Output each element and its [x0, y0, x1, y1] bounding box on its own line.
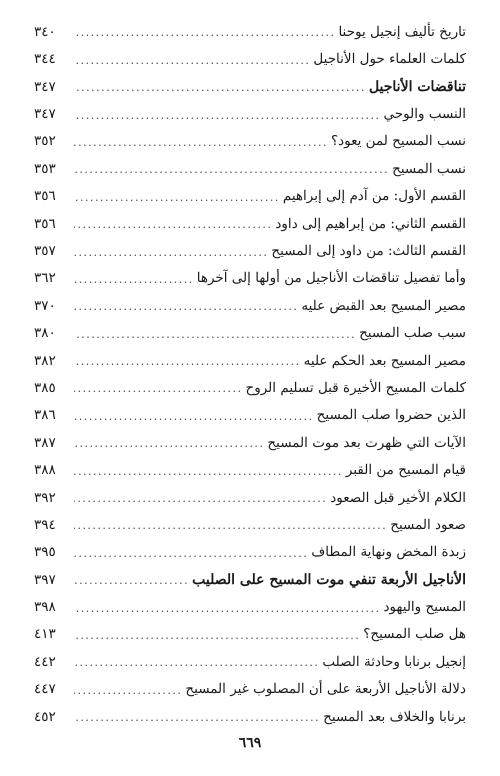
- toc-entry-page: ٣٨٢: [34, 352, 56, 369]
- toc-entry-title: هل صلب المسيح؟: [363, 626, 466, 643]
- toc-entry-title: كلمات المسيح الأخيرة قبل تسليم الروح: [245, 379, 466, 396]
- dot-leader: [74, 164, 389, 175]
- toc-entry: [34, 122, 466, 149]
- toc-entry-page: ٣٥٦: [34, 188, 56, 205]
- dot-leader: [74, 603, 381, 614]
- toc-entry: [34, 204, 466, 231]
- toc-entry-page: ٣٤٤: [34, 51, 56, 68]
- toc-entry-title: القسم الثالث: من داود إلى المسيح: [271, 243, 466, 260]
- toc-entry: [34, 642, 466, 669]
- toc-entry-title: مصير المسيح بعد القبض عليه: [301, 297, 466, 314]
- toc-entry-page: ٣٩٧: [34, 571, 56, 588]
- dot-leader: [74, 356, 301, 367]
- dot-leader: [74, 82, 366, 93]
- toc-entry-title: سبب صلب المسيح: [359, 325, 466, 342]
- toc-entry: [34, 94, 466, 121]
- toc-entry-page: ٤٥٢: [34, 708, 56, 725]
- toc-entry-title: تناقضات الأناجيل: [368, 79, 466, 96]
- toc-entry-title: قيام المسيح من القبر: [345, 462, 466, 479]
- toc-entry-title: كلمات العلماء حول الأناجيل: [313, 51, 466, 68]
- toc-entry-page: ٣٨٨: [34, 462, 56, 479]
- toc-entry: [34, 478, 466, 505]
- toc-entry-page: ٤١٣: [34, 626, 56, 643]
- toc-entry-page: ٤٤٧: [34, 681, 56, 698]
- toc-entry-page: ٣٩٥: [34, 544, 56, 561]
- toc-entry: [34, 505, 466, 532]
- toc-section-heading: [34, 67, 466, 94]
- dot-leader: [74, 55, 310, 66]
- dot-leader: [74, 274, 194, 285]
- dot-leader: [74, 520, 387, 531]
- toc-entry-page: ٣٨٠: [34, 325, 56, 342]
- dot-leader: [74, 192, 280, 203]
- dot-leader: [74, 466, 343, 477]
- dot-leader: [74, 27, 335, 38]
- dot-leader: [74, 657, 319, 668]
- dot-leader: [74, 110, 381, 121]
- dot-leader: [74, 247, 268, 258]
- dot-leader: [74, 411, 314, 422]
- toc-entry-page: ٣٩٢: [34, 489, 56, 506]
- toc-entry-title: القسم الأول: من آدم إلى إبراهيم: [282, 188, 466, 205]
- toc-entry: [34, 259, 466, 286]
- toc-entry: [34, 669, 466, 696]
- dot-leader: [74, 493, 327, 504]
- toc-entry: [34, 149, 466, 176]
- toc-entry: [34, 450, 466, 477]
- toc-entry-page: ٤٤٢: [34, 653, 56, 670]
- toc-entry: [34, 587, 466, 614]
- toc-entry-title: صعود المسيح: [390, 516, 466, 533]
- toc-entry: [34, 395, 466, 422]
- toc-entry: [34, 697, 466, 724]
- toc-entry-page: ٣٥٧: [34, 243, 56, 260]
- page-number: ٦٦٩: [238, 735, 262, 751]
- toc-entry-page: ٣٤٧: [34, 78, 56, 95]
- toc-entry-page: ٣٧٠: [34, 297, 56, 314]
- dot-leader: [74, 712, 320, 723]
- dot-leader: [74, 438, 264, 449]
- toc-entry: [34, 341, 466, 368]
- dot-leader: [74, 685, 182, 696]
- toc-entry-page: ٣٨٦: [34, 407, 56, 424]
- toc-entry: [34, 12, 466, 39]
- toc-entry-page: ٣٥٢: [34, 133, 56, 150]
- toc-entry-title: مصير المسيح بعد الحكم عليه: [303, 352, 466, 369]
- toc-entry-title: وأما تفصيل تناقضات الأناجيل من أولها إلى آخرها: [196, 270, 466, 287]
- toc-entry: [34, 532, 466, 559]
- toc-entry: [34, 313, 466, 340]
- toc-entry-page: ٣٨٧: [34, 434, 56, 451]
- toc-entry-page: ٣٩٤: [34, 516, 56, 533]
- dot-leader: [74, 329, 356, 340]
- toc-entry: [34, 615, 466, 642]
- toc-entry-title: الكلام الأخير قبل الصعود: [330, 489, 466, 506]
- table-of-contents: [34, 12, 466, 724]
- toc-entry-title: برنابا والخلاف بعد المسيح: [323, 708, 466, 725]
- toc-entry-title: تاريخ تأليف إنجيل يوحنا: [338, 23, 466, 40]
- toc-entry-title: النسب والوحي: [383, 106, 466, 123]
- dot-leader: [74, 548, 308, 559]
- toc-entry-title: القسم الثاني: من إبراهيم إلى داود: [275, 215, 466, 232]
- toc-entry: [34, 423, 466, 450]
- toc-section-heading: [34, 560, 466, 587]
- toc-entry: [34, 231, 466, 258]
- toc-entry-title: نسب المسيح لمن يعود؟: [330, 133, 466, 150]
- toc-entry: [34, 286, 466, 313]
- toc-entry-title: الذين حضروا صلب المسيح: [316, 407, 466, 424]
- toc-entry-page: ٣٥٣: [34, 160, 56, 177]
- toc-entry-title: المسيح واليهود: [383, 599, 466, 616]
- dot-leader: [74, 575, 189, 586]
- toc-entry: [34, 176, 466, 203]
- toc-entry-page: ٣٩٨: [34, 599, 56, 616]
- toc-entry-title: إنجيل برنابا وحادثة الصلب: [322, 653, 466, 670]
- toc-entry-page: ٣٤٠: [34, 23, 56, 40]
- toc-entry-title: الآيات التي ظهرت بعد موت المسيح: [267, 434, 466, 451]
- dot-leader: [74, 137, 328, 148]
- toc-entry-page: ٣٦٢: [34, 270, 56, 287]
- toc-entry-page: ٣٥٦: [34, 215, 56, 232]
- dot-leader: [74, 219, 272, 230]
- dot-leader: [74, 301, 298, 312]
- toc-entry-page: ٣٤٧: [34, 106, 56, 123]
- toc-entry-page: ٣٨٥: [34, 379, 56, 396]
- dot-leader: [74, 630, 360, 641]
- dot-leader: [74, 383, 243, 394]
- toc-entry: [34, 39, 466, 66]
- toc-entry-title: الأناجيل الأربعة تنفي موت المسيح على الصليب: [192, 572, 466, 589]
- toc-entry-title: زبدة المخض ونهاية المطاف: [311, 544, 466, 561]
- toc-entry-title: دلالة الأناجيل الأربعة على أن المصلوب غير المسيح: [185, 681, 466, 698]
- toc-entry-title: نسب المسيح: [392, 160, 466, 177]
- toc-entry: [34, 368, 466, 395]
